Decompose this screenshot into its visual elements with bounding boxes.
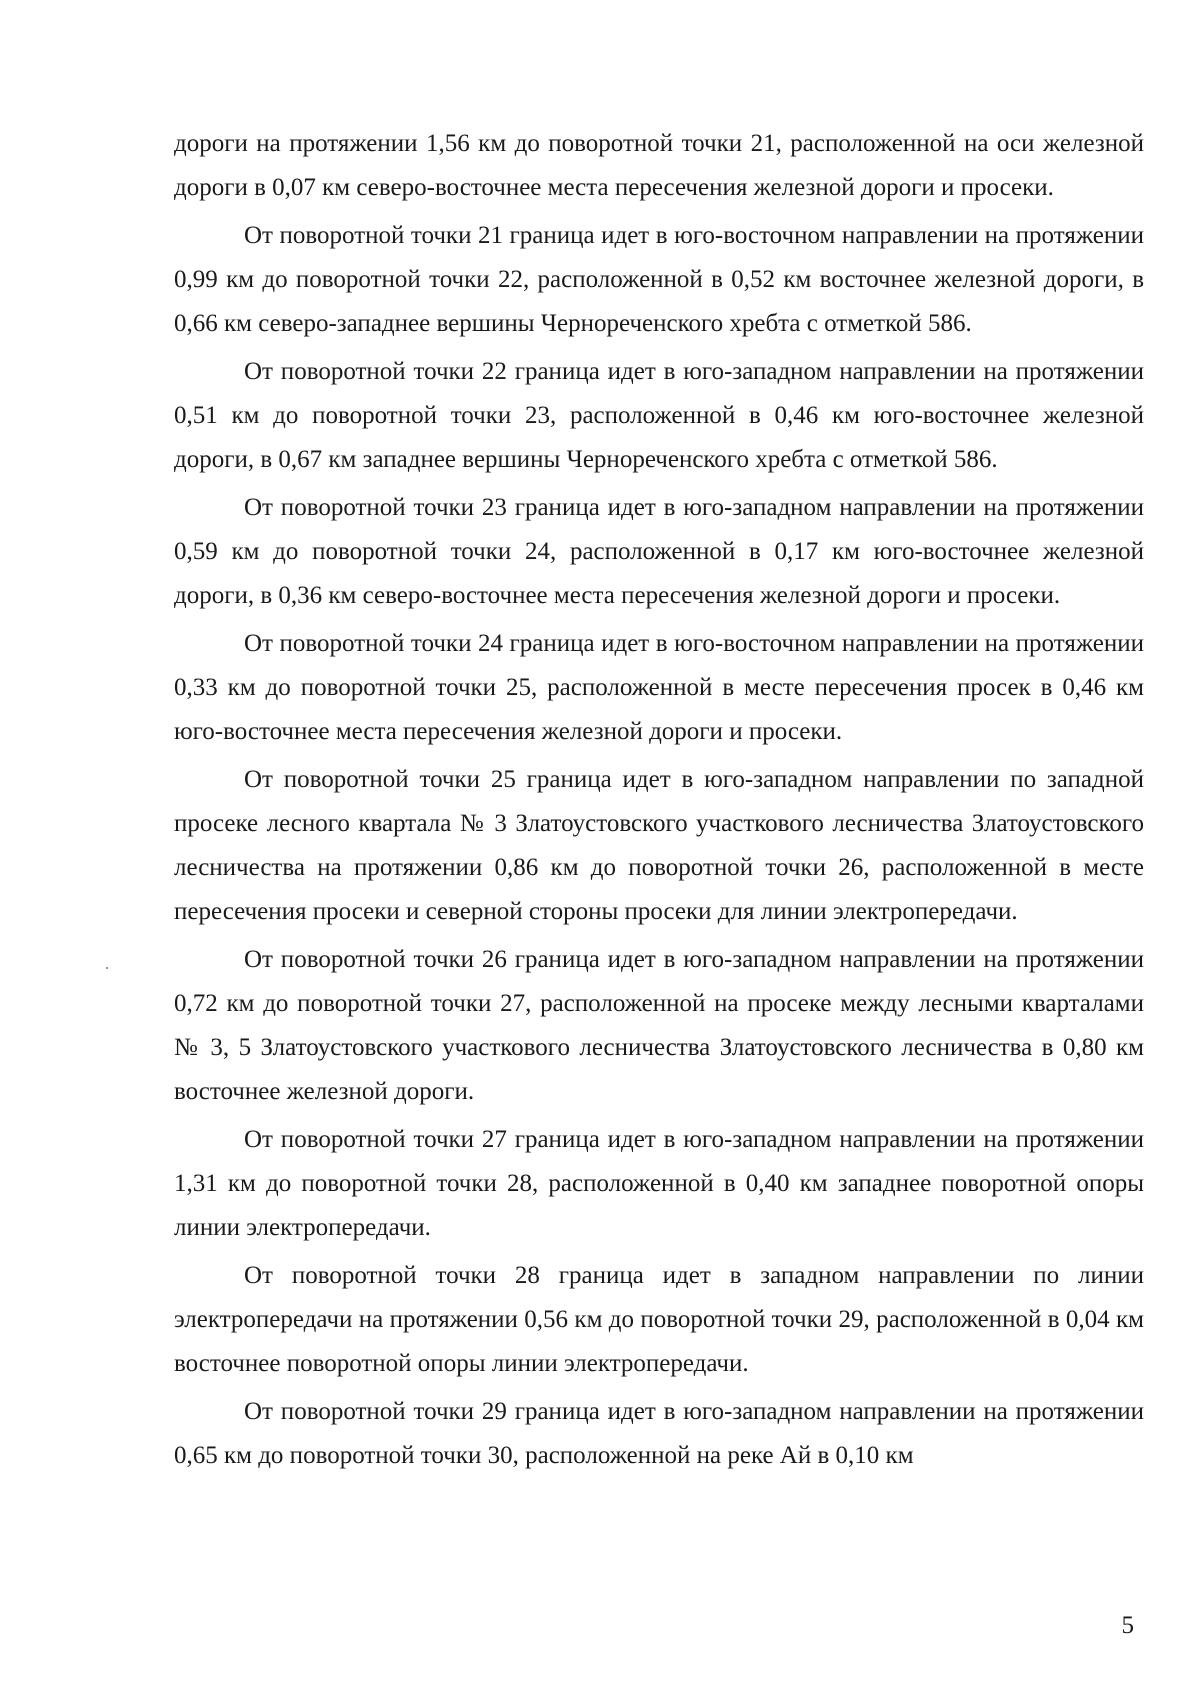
scan-speck: [106, 967, 108, 969]
paragraph-point-23: От поворотной точки 23 граница идет в юго-западном направлении на протяжении 0,59 км до поворотной точки 24, расположенной в 0,17 км юго-восточнее железной дороги, в 0,36 км северо-восточнее места пересечения железной дороги и просеки.: [174, 494, 1144, 609]
paragraph-continuation: дороги на протяжении 1,56 км до поворотной точки 21, расположенной на оси железной дороги в 0,07 км северо-восточнее места пересечения железной дороги и просеки.: [174, 130, 1144, 201]
paragraph-point-22: От поворотной точки 22 граница идет в юго-западном направлении на протяжении 0,51 км до поворотной точки 23, расположенной в 0,46 км юго-восточнее железной дороги, в 0,67 км западнее вершины Чернореченского хребта с отметкой 586.: [174, 358, 1144, 473]
paragraph-point-25: От поворотной точки 25 граница идет в юго-западном направлении по западной просеке лесного квартала № 3 Златоустовского участкового лесничества Златоустовского лесничества на протяжении 0,86 км до поворотной точки 26, расположенной в месте пересечения просеки и северной стороны просеки для линии электропередачи.: [174, 766, 1144, 925]
paragraph-point-28: От поворотной точки 28 граница идет в западном направлении по линии электропередачи на протяжении 0,56 км до поворотной точки 29, расположенной в 0,04 км восточнее поворотной опоры линии электропередачи.: [174, 1262, 1144, 1377]
paragraph-point-29: От поворотной точки 29 граница идет в юго-западном направлении на протяжении 0,65 км до поворотной точки 30, расположенной на реке Ай в 0,10 км: [174, 1398, 1144, 1469]
paragraph-point-21: От поворотной точки 21 граница идет в юго-восточном направлении на протяжении 0,99 км до поворотной точки 22, расположенной в 0,52 км восточнее железной дороги, в 0,66 км северо-западнее вершины Чернореченского хребта с отметкой 586.: [174, 222, 1144, 337]
paragraph-point-27: От поворотной точки 27 граница идет в юго-западном направлении на протяжении 1,31 км до поворотной точки 28, расположенной в 0,40 км западнее поворотной опоры линии электропередачи.: [174, 1126, 1144, 1241]
document-body: [174, 122, 1144, 1478]
paragraph-point-26: От поворотной точки 26 граница идет в юго-западном направлении на протяжении 0,72 км до поворотной точки 27, расположенной на просеке между лесными кварталами № 3, 5 Златоустовского участкового лесничества Златоустовского лесничества в 0,80 км восточнее железной дороги.: [174, 946, 1144, 1105]
paragraph-point-24: От поворотной точки 24 граница идет в юго-восточном направлении на протяжении 0,33 км до поворотной точки 25, расположенной в месте пересечения просек в 0,46 км юго-восточнее места пересечения железной дороги и просеки.: [174, 630, 1144, 745]
page-number: 5: [1121, 1612, 1134, 1639]
